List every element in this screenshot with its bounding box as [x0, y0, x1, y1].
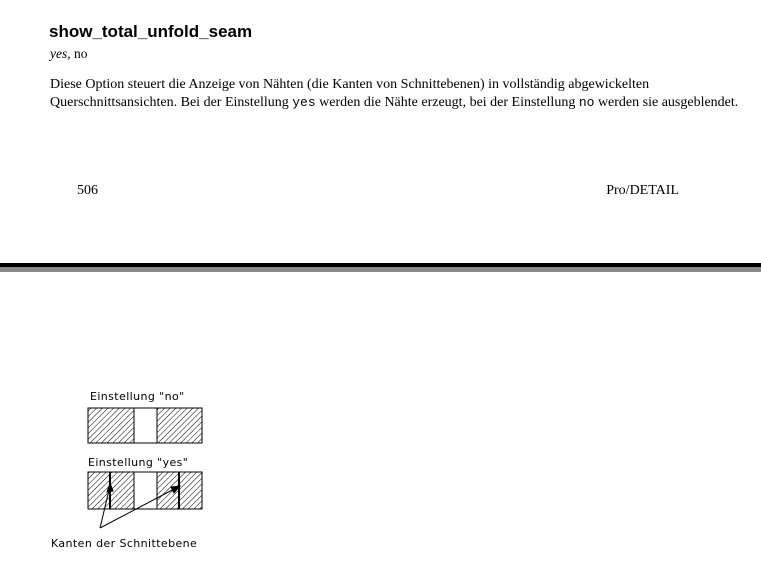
- option-description: [50, 76, 740, 111]
- figure-caption: Kanten der Schnittebene: [51, 537, 198, 550]
- code-yes: yes: [292, 94, 316, 110]
- description-text-3: werden sie ausgeblendet.: [594, 94, 739, 110]
- default-value: yes,: [50, 46, 71, 61]
- option-title: show_total_unfold_seam: [49, 22, 253, 41]
- book-title: Pro/DETAIL: [606, 183, 679, 198]
- page-number: 506: [77, 183, 98, 198]
- bar-yes: [88, 472, 202, 509]
- description-text-2: werden die Nähte erzeugt, bei der Einstellung: [315, 94, 579, 110]
- hatched-section-left: [88, 408, 134, 443]
- option-values: [50, 46, 88, 62]
- blank-section: [134, 472, 157, 509]
- alternate-value: no: [74, 46, 88, 61]
- seam-figure: [0, 380, 260, 560]
- label-yes: Einstellung "yes": [88, 456, 189, 469]
- code-no: no: [578, 94, 595, 110]
- page-separator-shadow: [0, 267, 761, 272]
- hatched-section-right: [157, 408, 202, 443]
- bar-no: [88, 408, 202, 443]
- blank-section: [134, 408, 157, 443]
- description-text-1: Diese Option steuert die Anzeige von Nähten (die Kanten von Schnittebenen) in vollständig abgewickelten Querschnittsansichten. Bei der Einstellung: [50, 77, 650, 110]
- label-no: Einstellung "no": [90, 390, 185, 403]
